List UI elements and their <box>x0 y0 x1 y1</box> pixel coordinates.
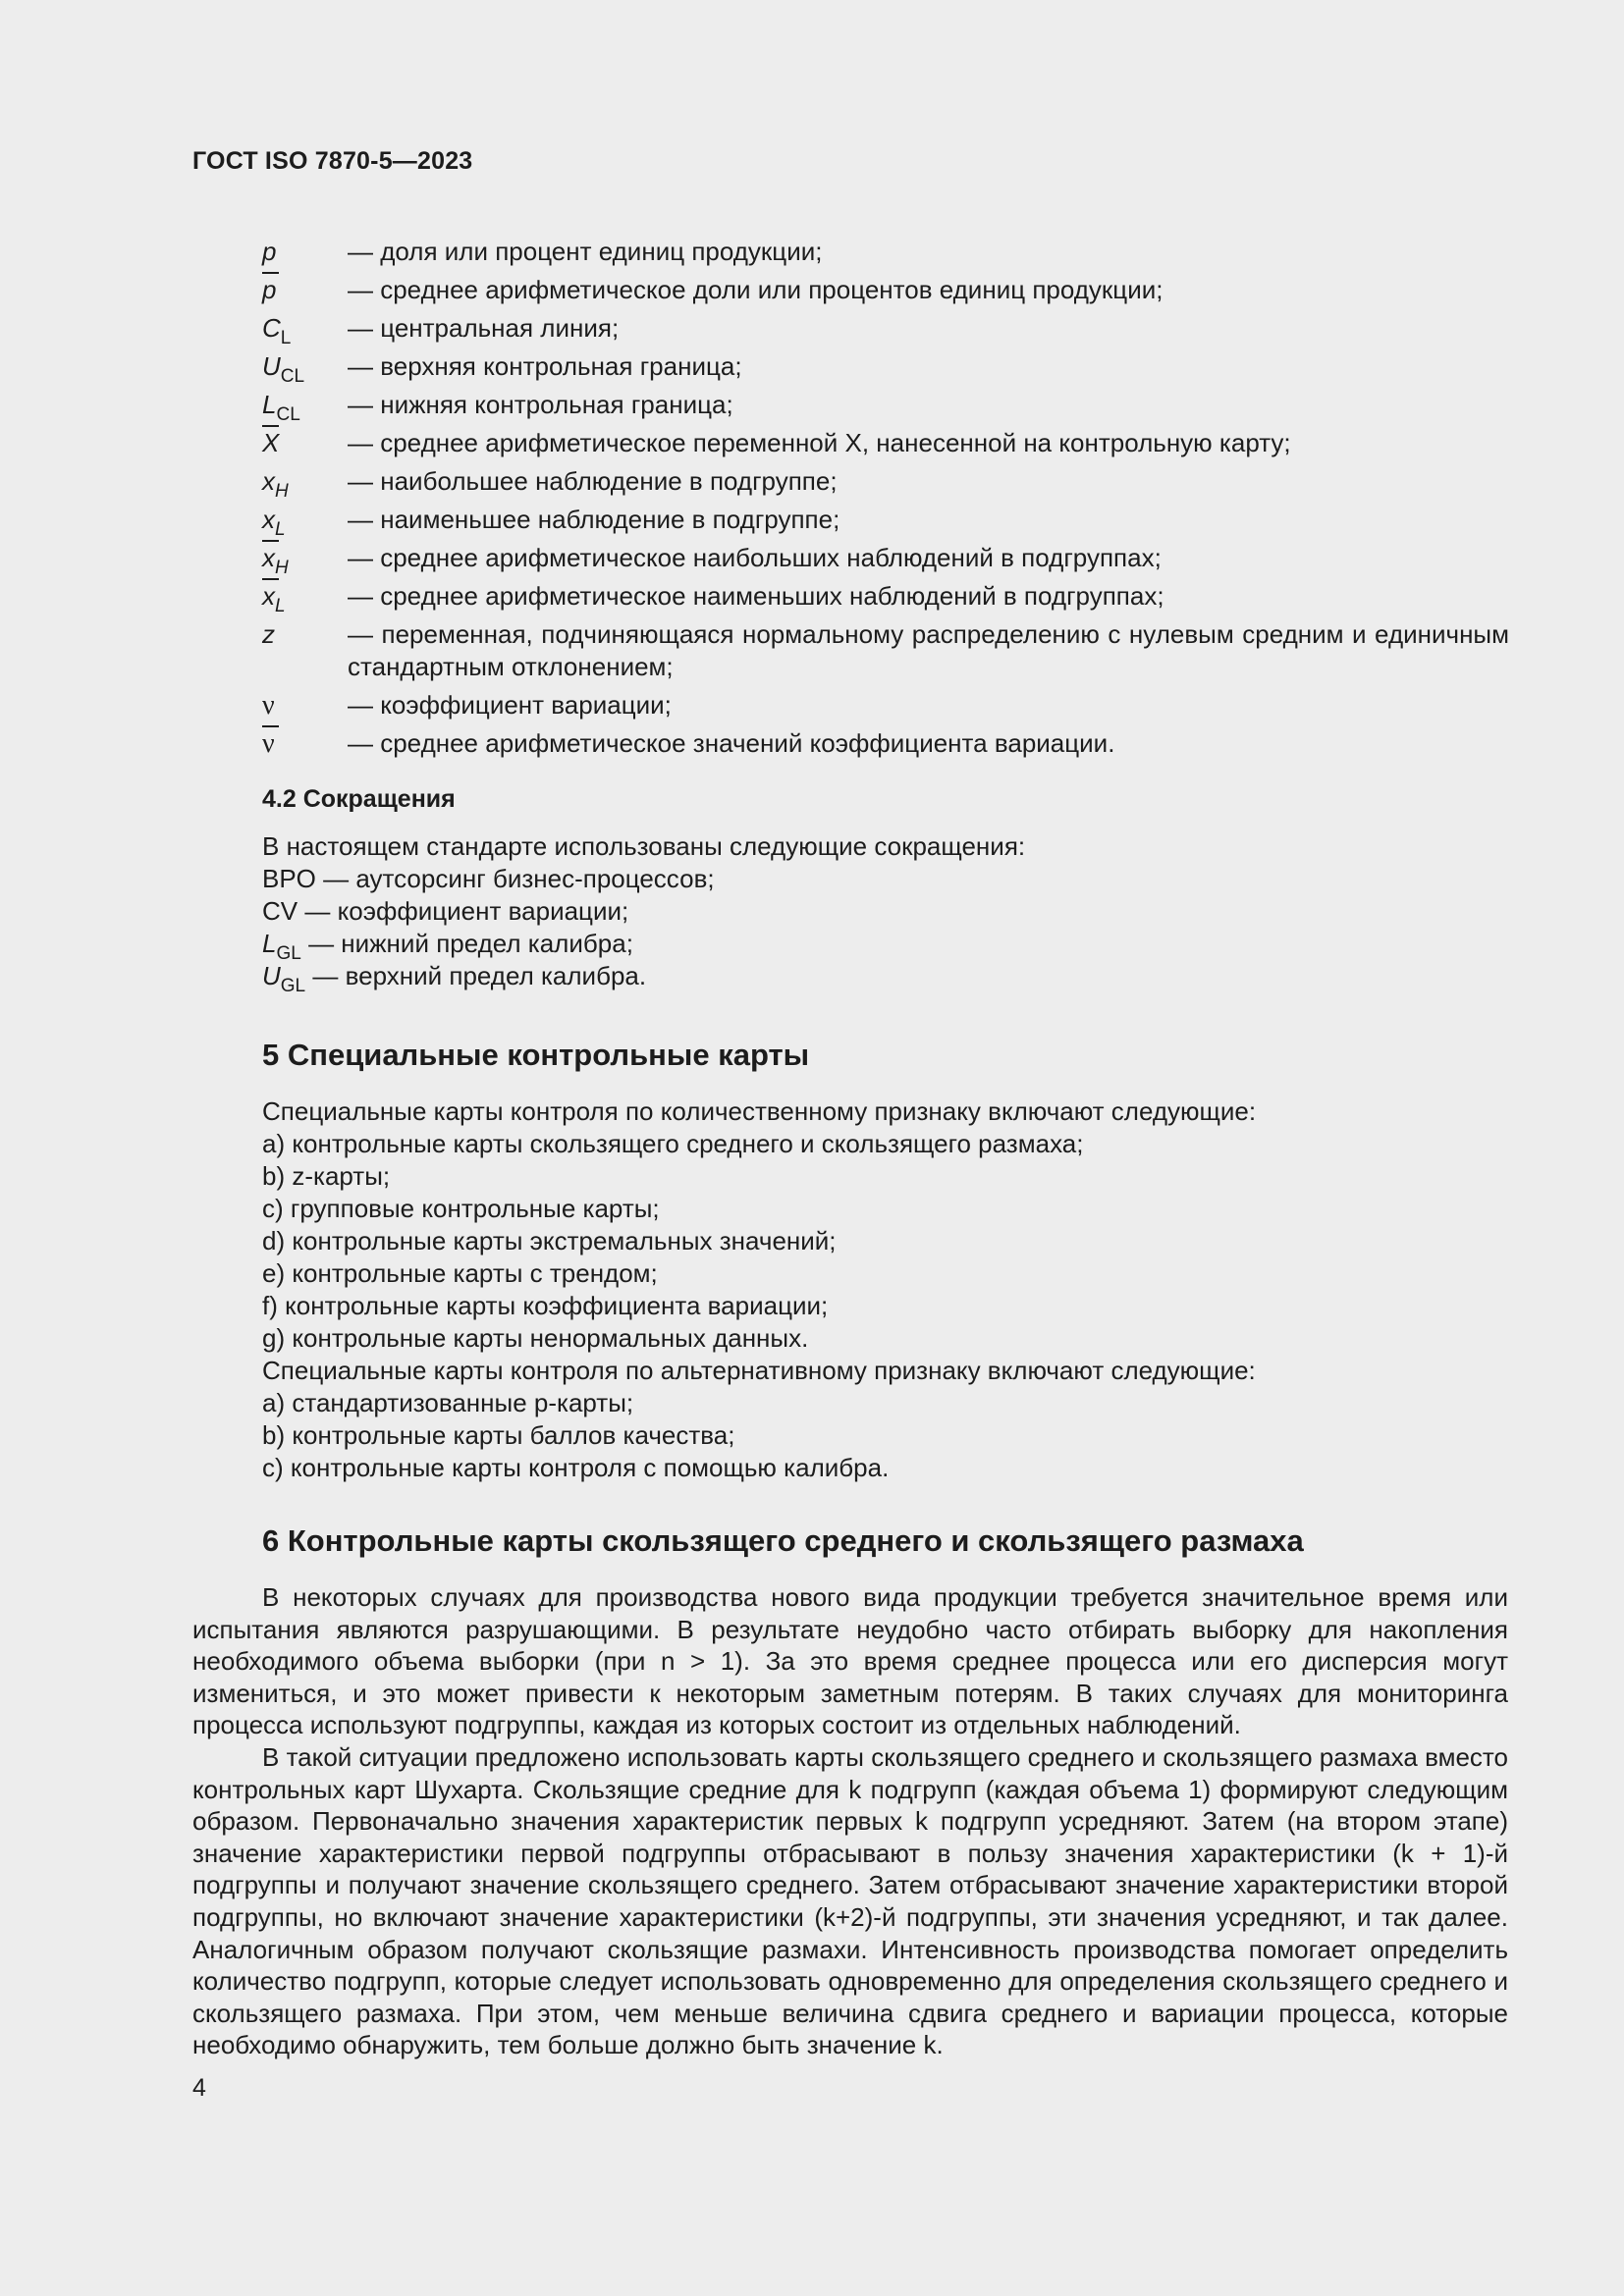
abbreviations-intro: В настоящем стандарте использованы следующие сокращения: <box>262 831 1026 861</box>
symbol-row <box>262 577 1509 615</box>
symbol-row <box>262 462 1509 501</box>
symbol-description: — нижняя контрольная граница; <box>348 390 733 419</box>
abbreviation-item: CV — коэффициент вариации; <box>262 896 629 926</box>
symbol-row <box>262 501 1509 539</box>
paragraph: В некоторых случаях для производства нового вида продукции требуется значительное время или испытания являются разрушающими. В результате неудобно часто отбирать выборку для накопления необходимого объема выборки (при n > 1). За это время среднее процесса или его дисперсия могут измениться, и это может привести к некоторым заметным потерям. В таких случаях для мониторинга процесса используют подгруппы, каждая из которых состоит из отдельных наблюдений. <box>192 1582 1508 1740</box>
section-heading-5: 5 Специальные контрольные карты <box>262 1038 810 1072</box>
symbol-description: — среднее арифметическое доли или процентов единиц продукции; <box>348 275 1164 304</box>
symbol: p <box>262 237 277 266</box>
abbreviation-item: BPO — аутсорсинг бизнес-процессов; <box>262 864 715 893</box>
symbol-description: — среднее арифметическое наименьших наблюдений в подгруппах; <box>348 581 1164 611</box>
symbol-row <box>262 309 1509 347</box>
symbol-list <box>262 233 1509 763</box>
symbol-description: — верхняя контрольная граница; <box>348 351 742 381</box>
symbol: $x_H$ <box>262 539 289 577</box>
symbol: z <box>262 619 275 649</box>
symbol-description: — коэффициент вариации; <box>348 690 672 720</box>
abbreviation-item: $L_{GL}$ — нижний предел калибра; <box>262 929 633 964</box>
list-item: d) контрольные карты экстремальных значений; <box>262 1226 837 1255</box>
document-header: ГОСТ ISO 7870-5—2023 <box>192 147 473 175</box>
symbol: $x_L$ <box>262 505 286 540</box>
symbol-row <box>262 686 1509 724</box>
list-item: c) групповые контрольные карты; <box>262 1194 660 1223</box>
list-item: b) z-карты; <box>262 1161 391 1191</box>
symbol-description: — среднее арифметическое переменной X, нанесенной на контрольную карту; <box>348 428 1291 457</box>
section-6-body <box>192 1581 1508 2061</box>
symbol-row <box>262 386 1509 424</box>
symbol: $x_L$ <box>262 577 286 615</box>
special-charts-list <box>262 1095 1256 1484</box>
section-heading-6: 6 Контрольные карты скользящего среднего и скользящего размаха <box>262 1523 1304 1558</box>
symbol-description: — доля или процент единиц продукции; <box>348 237 823 266</box>
list-item: a) стандартизованные p-карты; <box>262 1388 634 1417</box>
symbol-description: — среднее арифметическое значений коэффициента вариации. <box>348 728 1115 758</box>
list-item: a) контрольные карты скользящего среднего и скользящего размаха; <box>262 1129 1084 1158</box>
list-item: b) контрольные карты баллов качества; <box>262 1420 735 1450</box>
symbol: $U_{CL}$ <box>262 351 305 387</box>
paragraph: В такой ситуации предложено использовать карты скользящего среднего и скользящего размаха вместо контрольных карт Шухарта. Скользящие средние для k подгрупп (каждая объема 1) формируют следующим образом. Первоначально значения характеристик первых k подгрупп усредняют. Затем (на втором этапе) значение характеристики первой подгруппы отбрасывают в пользу значения характеристики (k + 1)-й подгруппы и получают значение скользящего среднего. Затем отбрасывают значение характеристики второй подгруппы, но включают значение характеристики (k+2)-й подгруппы, эти значения усредняют, и так далее. Аналогичным образом получают скользящие размахи. Интенсивность производства помогает определить количество подгрупп, которые следует использовать одновременно для определения скользящего среднего и скользящего размаха. При этом, чем меньше величина сдвига среднего и вариации процесса, которые необходимо обнаружить, тем больше должно быть значение k. <box>192 1741 1508 2060</box>
abbreviations-list <box>262 830 1026 996</box>
page-number: 4 <box>192 2074 206 2102</box>
symbol-row <box>262 271 1509 309</box>
symbol-description: — центральная линия; <box>348 313 620 343</box>
list-intro: Специальные карты контроля по количественному признаку включают следующие: <box>262 1096 1257 1126</box>
symbol-description: — наименьшее наблюдение в подгруппе; <box>348 505 840 534</box>
symbol-row <box>262 539 1509 577</box>
symbol-row <box>262 724 1509 763</box>
symbol: p <box>262 271 276 309</box>
list-intro: Специальные карты контроля по альтернативному признаку включают следующие: <box>262 1356 1256 1385</box>
list-item: f) контрольные карты коэффициента вариации; <box>262 1291 829 1320</box>
symbol-description: — среднее арифметическое наибольших наблюдений в подгруппах; <box>348 543 1162 572</box>
symbol-row <box>262 233 1509 271</box>
symbol-row <box>262 347 1509 386</box>
list-item: e) контрольные карты с трендом; <box>262 1258 658 1288</box>
abbreviation-item: $U_{GL}$ — верхний предел калибра. <box>262 961 647 996</box>
symbol-description: — переменная, подчиняющаяся нормальному распределению с нулевым средним и единичным стандартным отклонением; <box>348 619 1509 681</box>
symbol-description: — наибольшее наблюдение в подгруппе; <box>348 466 838 496</box>
symbol: $L_{CL}$ <box>262 390 300 425</box>
list-item: c) контрольные карты контроля с помощью калибра. <box>262 1453 890 1482</box>
symbol: X <box>262 424 279 462</box>
symbol-row <box>262 424 1509 462</box>
symbol-row <box>262 615 1509 686</box>
list-item: g) контрольные карты ненормальных данных. <box>262 1323 809 1353</box>
section-heading-4-2: 4.2 Сокращения <box>262 785 456 813</box>
symbol: $C_L$ <box>262 313 292 348</box>
symbol: ν <box>262 724 275 763</box>
symbol: $x_H$ <box>262 466 289 502</box>
symbol: ν <box>262 690 275 721</box>
